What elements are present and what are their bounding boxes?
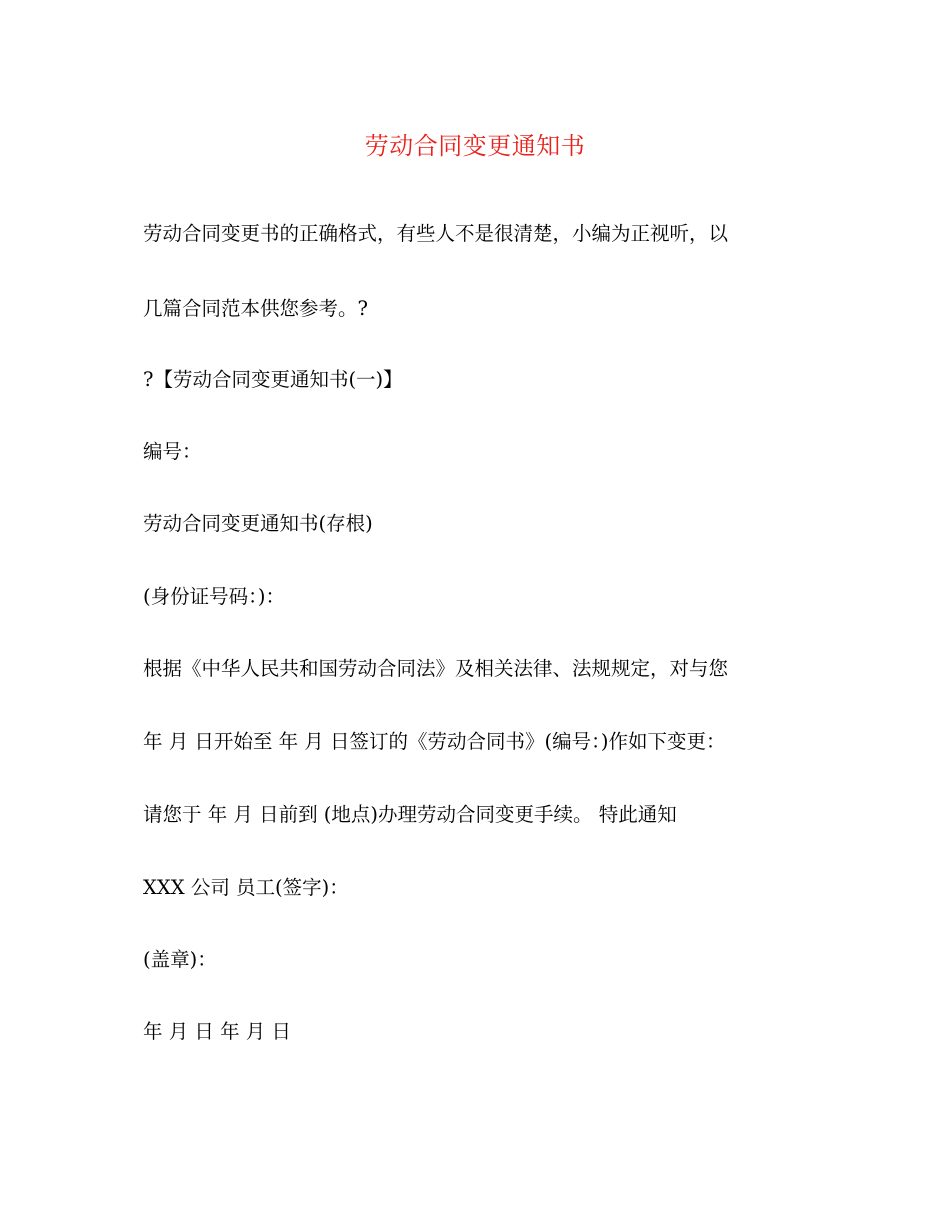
stub-title: 劳动合同变更通知书(存根)	[143, 512, 373, 535]
serial-number-label: 编号：	[143, 440, 202, 463]
body-line-3: 请您于 年 月 日前到 (地点)办理劳动合同变更手续。 特此通知	[143, 803, 677, 826]
id-number-line: (身份证号码：)：	[143, 585, 285, 608]
date-line: 年 月 日 年 月 日	[143, 1020, 291, 1043]
body-line-1: 根据《中华人民共和国劳动合同法》及相关法律、法规规定，对与您	[143, 657, 729, 680]
signature-line: XXX 公司 员工(签字)：	[143, 876, 349, 899]
intro-line-2: 几篇合同范本供您参考。?	[143, 297, 368, 320]
intro-line-1: 劳动合同变更书的正确格式，有些人不是很清楚，小编为正视听，以	[143, 222, 729, 245]
document-title: 劳动合同变更通知书	[364, 132, 586, 160]
body-line-2: 年 月 日开始至 年 月 日签订的《劳动合同书》(编号：)作如下变更：	[143, 730, 726, 753]
section-heading: ?【劳动合同变更通知书(一)】	[143, 368, 403, 391]
seal-line: (盖章)：	[143, 948, 217, 971]
